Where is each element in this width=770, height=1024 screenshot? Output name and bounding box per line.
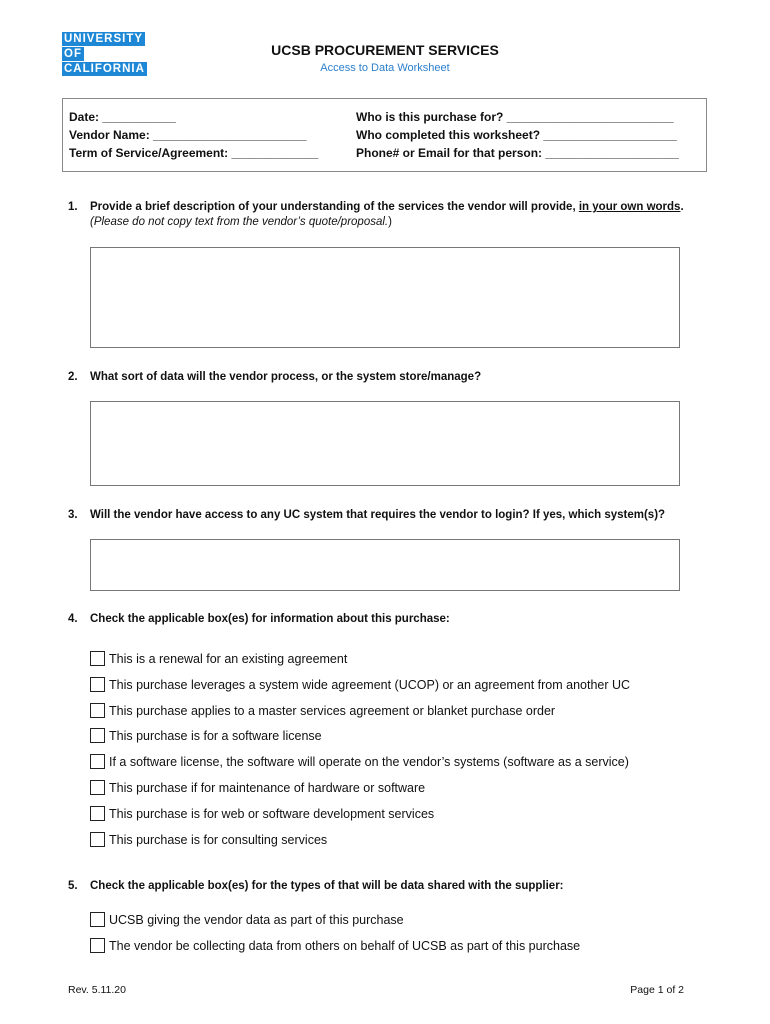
page-number: Page 1 of 2: [630, 984, 684, 996]
question-2: [68, 369, 481, 386]
q4-option-development[interactable]: [90, 806, 434, 822]
contact-field[interactable]: Phone# or Email for that person: ____________________: [356, 146, 679, 160]
option-label: This purchase applies to a master services agreement or blanket purchase order: [109, 704, 556, 718]
vendor-name-field[interactable]: Vendor Name: _______________________: [69, 128, 307, 142]
term-of-service-field[interactable]: Term of Service/Agreement: _____________: [69, 146, 319, 160]
question-2-text: What sort of data will the vendor process, or the system store/manage?: [90, 371, 482, 383]
q4-option-maintenance[interactable]: [90, 780, 425, 796]
date-field[interactable]: Date: ___________: [69, 110, 176, 124]
completed-by-field[interactable]: Who completed this worksheet? ____________________: [356, 128, 677, 142]
info-right-column: [356, 108, 679, 162]
checkbox[interactable]: [90, 780, 105, 795]
question-1-period: .: [680, 201, 684, 213]
page-title: UCSB PROCUREMENT SERVICES: [271, 42, 499, 58]
question-1-note: [90, 216, 392, 228]
q4-option-saas[interactable]: [90, 754, 629, 770]
question-4-text: Check the applicable box(es) for information about this purchase:: [90, 613, 450, 625]
q5-option-ucsb-giving-data[interactable]: [90, 912, 404, 928]
question-3: [68, 507, 665, 524]
question-3-answer-box[interactable]: [90, 539, 680, 591]
option-label: This purchase leverages a system wide agreement (UCOP) or an agreement from another UC: [109, 678, 631, 692]
checkbox[interactable]: [90, 832, 105, 847]
question-5-number: 5.: [68, 880, 78, 892]
question-5-text: Check the applicable box(es) for the types of that will be data shared with the supplier:: [90, 880, 564, 892]
page-subtitle: Access to Data Worksheet: [320, 62, 450, 74]
question-2-number: 2.: [68, 371, 78, 383]
question-1-note-close: ): [388, 216, 392, 228]
option-label: This purchase if for maintenance of hardware or software: [109, 781, 426, 795]
checkbox[interactable]: [90, 806, 105, 821]
checkbox[interactable]: [90, 728, 105, 743]
purchase-info-box: [62, 98, 707, 172]
checkbox[interactable]: [90, 754, 105, 769]
question-1: [68, 199, 684, 216]
q4-option-consulting[interactable]: [90, 832, 327, 848]
checkbox[interactable]: [90, 938, 105, 953]
question-1-answer-box[interactable]: [90, 247, 680, 348]
logo-line-california: CALIFORNIA: [64, 63, 145, 75]
question-1-note-text: (Please do not copy text from the vendor’s quote/proposal.: [90, 216, 389, 228]
option-label: This is a renewal for an existing agreement: [109, 652, 348, 666]
checkbox[interactable]: [90, 703, 105, 718]
question-4-number: 4.: [68, 613, 78, 625]
q4-option-software-license[interactable]: [90, 728, 322, 744]
checkbox[interactable]: [90, 912, 105, 927]
question-1-text: Provide a brief description of your understanding of the services the vendor will provide,: [90, 201, 579, 213]
option-label: This purchase is for a software license: [109, 729, 322, 743]
question-4: [68, 611, 450, 628]
option-label: This purchase is for consulting services: [109, 833, 328, 847]
q4-option-system-wide[interactable]: [90, 677, 630, 693]
q4-option-master-services[interactable]: [90, 703, 555, 719]
question-1-emphasis: in your own words: [578, 201, 681, 213]
option-label: If a software license, the software will operate on the vendor’s systems (software as a service): [109, 755, 629, 769]
question-1-number: 1.: [68, 201, 78, 213]
purchase-for-field[interactable]: Who is this purchase for? _________________________: [356, 110, 674, 124]
question-5: [68, 878, 564, 895]
checkbox[interactable]: [90, 677, 105, 692]
option-label: This purchase is for web or software development services: [109, 807, 435, 821]
q4-option-renewal[interactable]: [90, 651, 347, 667]
revision-label: Rev. 5.11.20: [68, 984, 126, 996]
logo-line-of: OF: [64, 48, 82, 60]
q5-option-vendor-collecting[interactable]: [90, 938, 580, 954]
info-left-column: [69, 108, 318, 162]
question-3-number: 3.: [68, 509, 78, 521]
option-label: The vendor be collecting data from others on behalf of UCSB as part of this purchase: [109, 939, 581, 953]
option-label: UCSB giving the vendor data as part of this purchase: [109, 913, 404, 927]
question-2-answer-box[interactable]: [90, 401, 680, 486]
checkbox[interactable]: [90, 651, 105, 666]
question-3-text: Will the vendor have access to any UC system that requires the vendor to login? If yes, which system(s)?: [90, 509, 666, 521]
logo-line-university: UNIVERSITY: [64, 33, 144, 45]
